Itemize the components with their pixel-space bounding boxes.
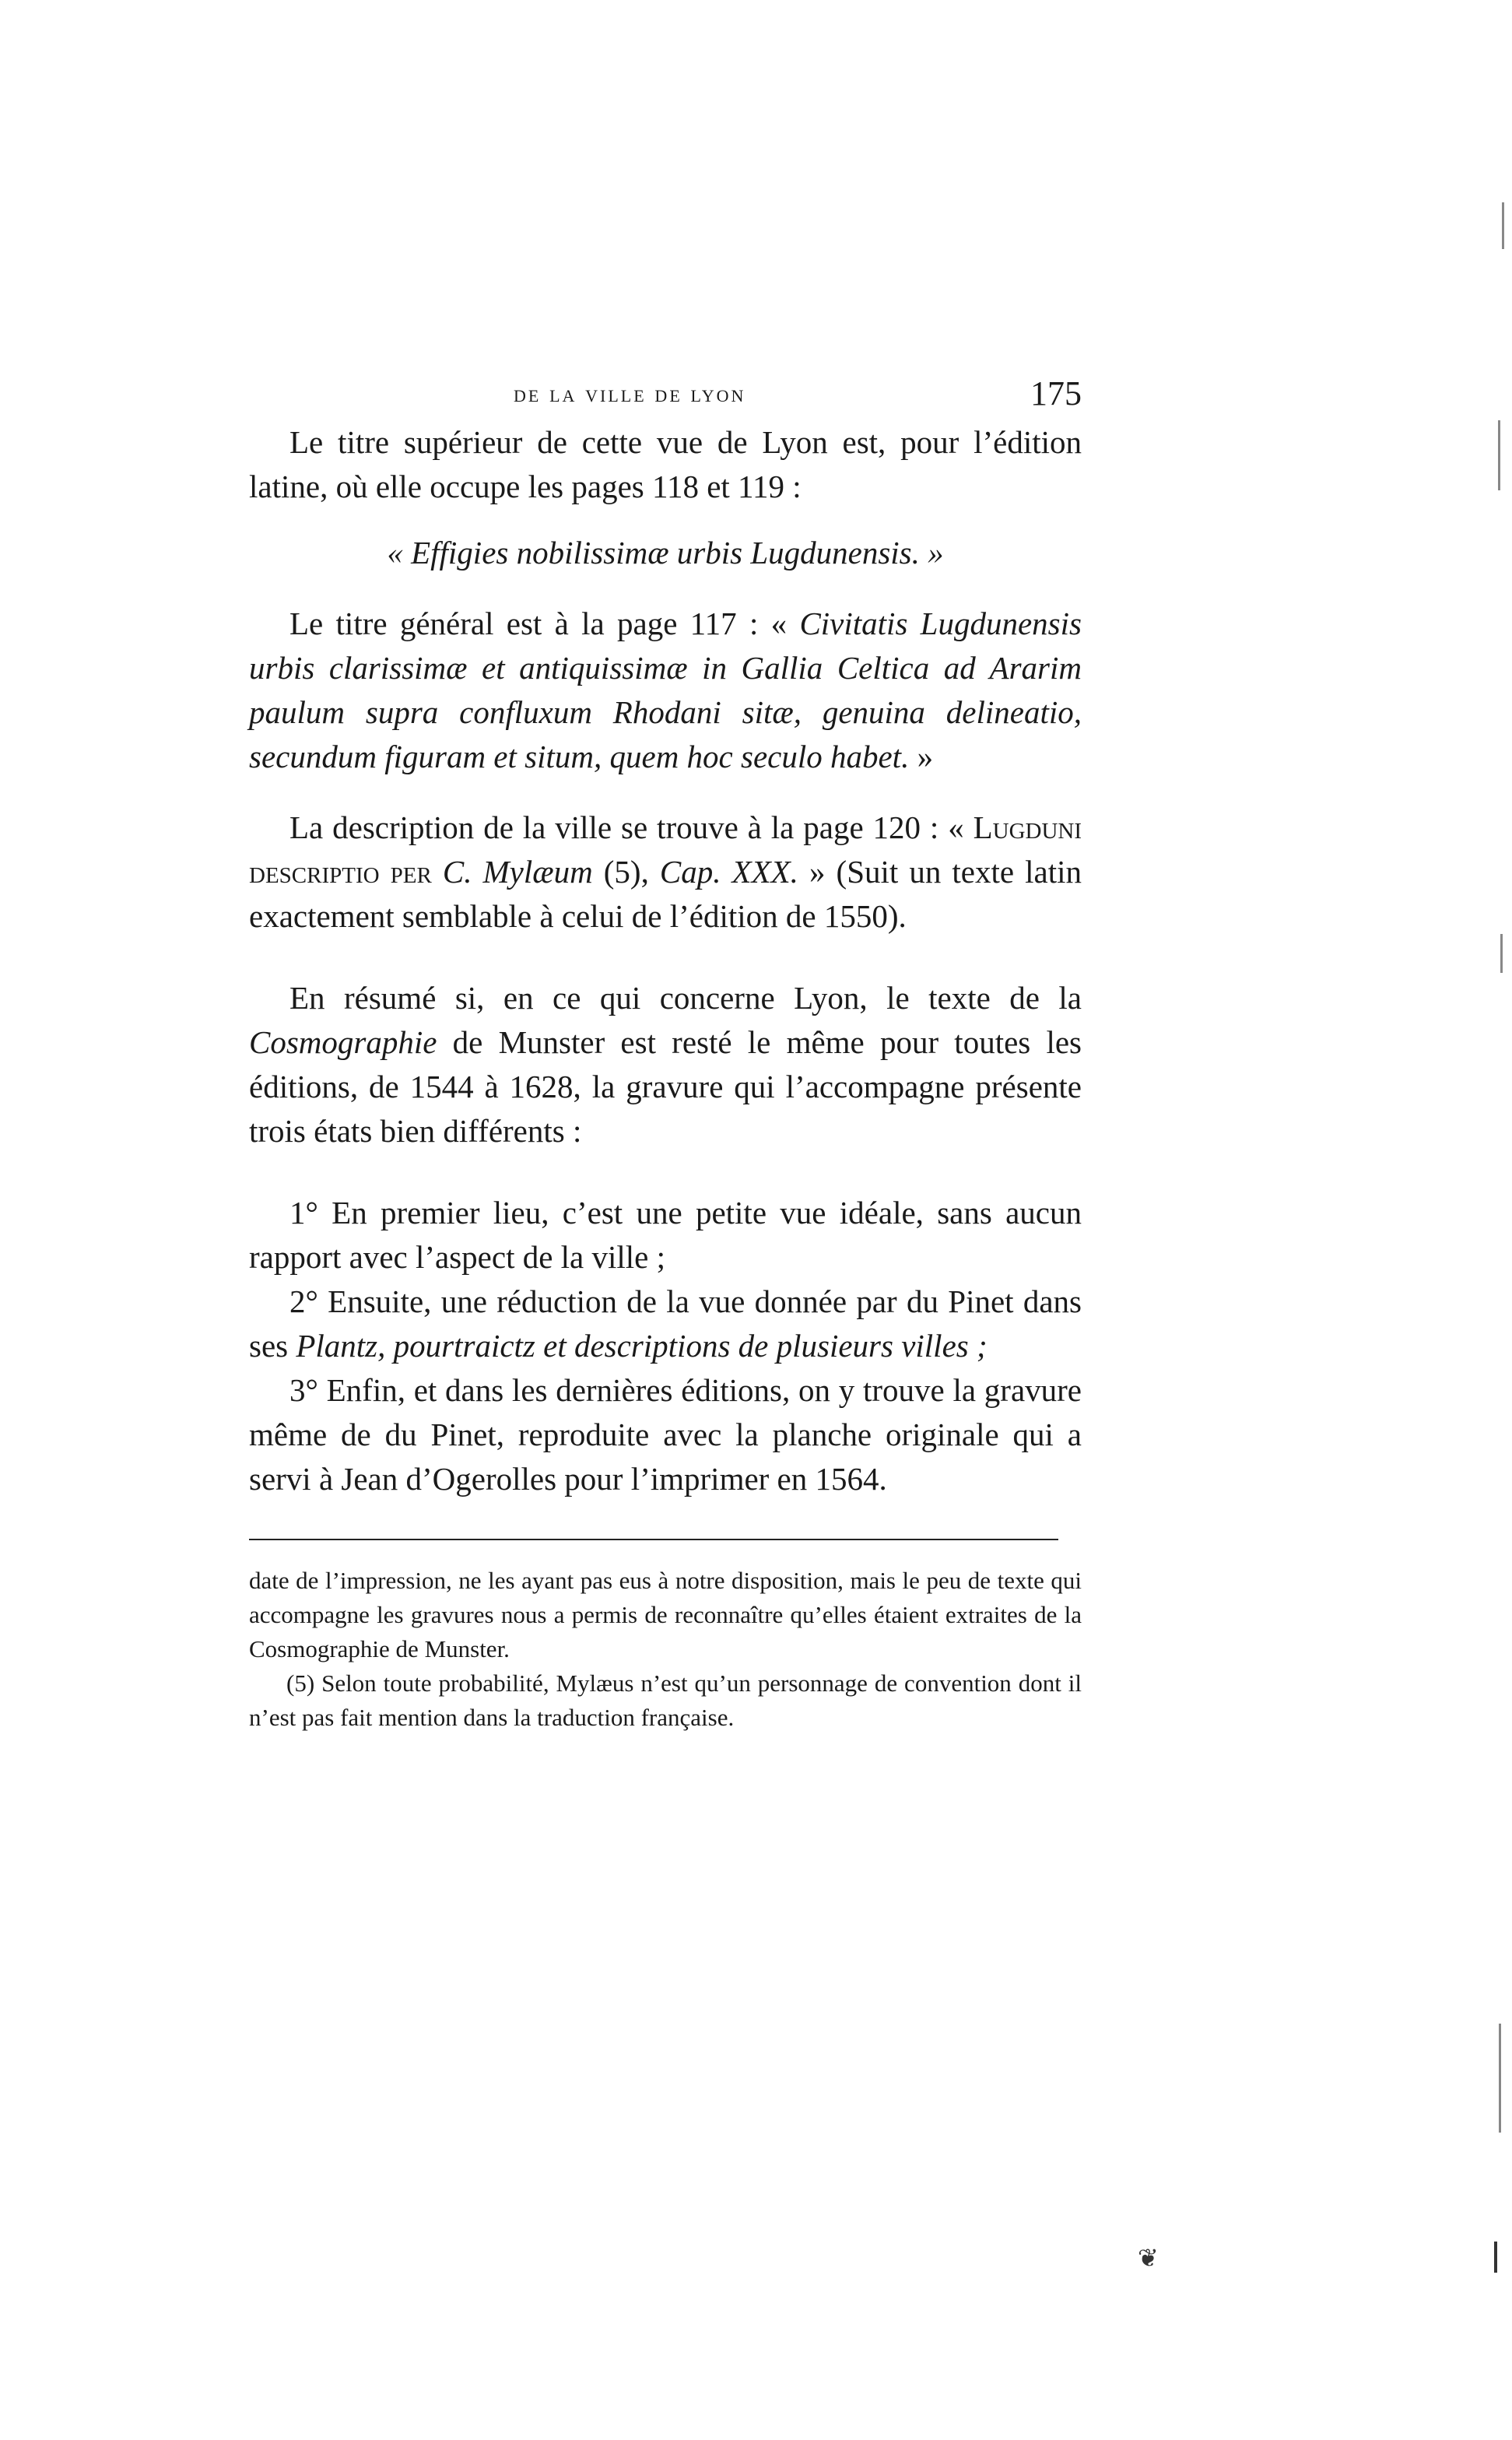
description-end: » (Suit un texte latin exactement semblable à celui de l’édition de 1550). [249, 854, 1082, 934]
running-title: de la ville de lyon [514, 380, 746, 407]
paragraph-titre-general [249, 602, 1082, 779]
paragraph-resume [249, 976, 1082, 1153]
etat-2-intro: 2° Ensuite, une réduction de la vue donnée par du Pinet dans ses [249, 1283, 1082, 1364]
footnote-continued: date de l’impression, ne les ayant pas eus à notre disposition, mais le peu de texte qui accompagne les gravures nous a permis de reconnaître qu’elles étaient extraites de la Cosmographie de Munster. [249, 1567, 1082, 1662]
footnotes [249, 1564, 1082, 1735]
paragraph-etat-3: 3° Enfin, et dans les dernières éditions, on y trouve la gravure même de du Pinet, reproduite avec la planche originale qui a servi à Jean d’Ogerolles pour l’imprimer en 1564. [249, 1372, 1082, 1497]
titre-general-end: » [909, 739, 934, 774]
margin-mark [1498, 420, 1500, 490]
resume-intro: En résumé si, en ce qui concerne Lyon, le texte de la [289, 980, 1082, 1016]
etat-2-title: Plantz, pourtraictz et descriptions de plusieurs villes ; [296, 1328, 988, 1364]
description-author: C. Mylæum [431, 854, 593, 890]
titre-general-intro: Le titre général est à la page 117 : « [289, 606, 800, 641]
resume-cosmographie: Cosmographie [249, 1024, 437, 1060]
footnote-rule [249, 1539, 1058, 1540]
margin-mark [1494, 2242, 1497, 2273]
footnote-5: (5) Selon toute probabilité, Mylæus n’est qu’un personnage de convention dont il n’est pas fait mention dans la traduction française. [249, 1669, 1082, 1731]
margin-mark [1502, 202, 1504, 249]
margin-mark [1499, 2024, 1501, 2133]
fleuron-ornament: ❦ [1138, 2244, 1159, 2272]
paragraph-description [249, 806, 1082, 939]
page-number: 175 [1030, 374, 1082, 413]
paragraph-edition-latine: Le titre supérieur de cette vue de Lyon est, pour l’édition latine, où elle occupe les pages 118 et 119 : [249, 424, 1082, 504]
effigies-title-text: « Effigies nobilissimæ urbis Lugdunensis. » [387, 535, 944, 571]
description-note-ref: (5), [592, 854, 660, 890]
description-chapter: Cap. XXX. [659, 854, 798, 890]
book-page [249, 366, 1082, 1735]
description-intro: La description de la ville se trouve à la page 120 : « [289, 809, 974, 845]
margin-mark [1500, 934, 1503, 973]
resume-end: de Munster est resté le même pour toutes les éditions, de 1544 à 1628, la gravure qui l’accompagne présente trois états bien différents : [249, 1024, 1082, 1149]
body-text [249, 420, 1082, 1501]
description-smallcaps: Lugduni descriptio per [249, 809, 1082, 890]
paragraph-effigies-title [249, 531, 1082, 575]
page-header [249, 366, 1082, 420]
paragraph-etat-2 [249, 1280, 1082, 1368]
titre-general-latin: Civitatis Lugdunensis urbis clarissimæ et antiquissimæ in Gallia Celtica ad Ararim paulum supra confluxum Rhodani sitæ, genuina delineatio, secundum figuram et situm, quem hoc seculo habet. [249, 606, 1082, 774]
paragraph-etat-1: 1° En premier lieu, c’est une petite vue idéale, sans aucun rapport avec l’aspect de la ville ; [249, 1195, 1082, 1275]
